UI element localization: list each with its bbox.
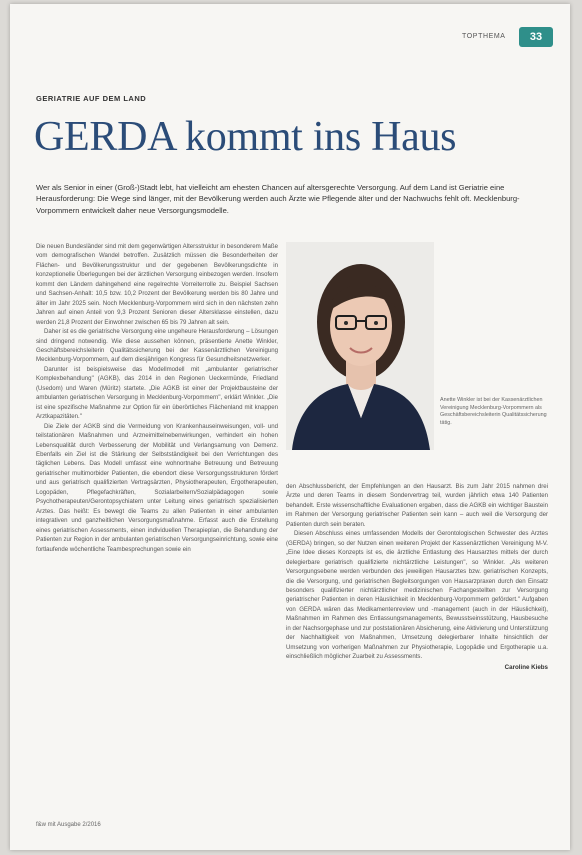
portrait-photo xyxy=(286,242,434,450)
paragraph: Die neuen Bundesländer sind mit dem gegenwärtigen Altersstruktur in besonderem Maße vom demografischen Wandel betroffen. Zusätzlich müssen die Besonderheiten der Flächen- und Bevölkerungsstruktur und der gegebenen Bevölkerungsdichte in konzeptionelle Überlegungen bei der ärztlichen Versorgung einbezogen werden. Insofern kommt den Ländern dahingehend eine regelrechte Vorreiterrolle zu. Beispiel Sachsen und Sachsen-Anhalt: 10,5 bzw. 10,2 Prozent der Bevölkerung werden bis 80 Jahre und älter im Jahr 2025 sein. Noch Mecklenburg-Vorpommern wird sich in den nächsten zehn Jahren auf einen Anteil von 9,3 Prozent Senioren dieser Altersklasse einstellen, dazu werden 21,8 Prozent der Einwohner zwischen 65 bis 79 Jahren alt sein. xyxy=(36,243,278,326)
paragraph: Die Ziele der AGKB sind die Vermeidung von Krankenhauseinweisungen, voll- und teilstationären Maßnahmen und Arzneimittelnebenwirkungen, verhindert ein hohen Lebensqualität durch Verbesserung der Mobilität und Verlangsamung von Demenz. Ebenfalls ein Ziel ist die Stärkung der Selbstständigkeit bei den Verrichtungen des täglichen Lebens. Das Modell umfasst eine wohnortnahe Betreuung und Betreuung geriatrischer multimorbider Patienten, die ebendort diese Versorgungsstrukturen fördert und aus geriatrisch qualifizierten Vertragsärzten, Physiotherapeuten, Ergotherapeuten, Logopäden, Pflegefachkräften, Sozialarbeitern/Sozialpädagogen sowie Psychotherapeuten/Gerontopsychiatern unter Leitung eines geriatrisch spezialisierten Arztes. Das heißt: Es bewegt die Teams zu allen Patienten in einer ambulanten integrativen und ganzheitlichen Versorgungsmaßnahme. Erfasst auch die Erstellung eines geriatrischen Assessments, einen individuellen Therapieplan, die Behandlung der Patienten zur Region in der ambulanten geriatrischen Versorgungseinrichtung, sowie eine fortlaufende wöchentliche Teambesprechungen sowie ein xyxy=(36,422,278,553)
paragraph: Daher ist es die geriatrische Versorgung eine ungeheure Herausforderung – Lösungen sind dringend notwendig. Wie diese aussehen können, präsentierte Anette Winkler, Geschäftsbereichsleiterin Qualitätssicherung bei der Kassenärztlichen Vereinigung Mecklenburg-Vorpommern, auf dem diesjährigen Kongress für Gesundheitsnetzwerker. xyxy=(36,328,278,364)
text-column-left xyxy=(36,242,278,554)
portrait-illustration xyxy=(286,242,434,450)
paragraph: Diesen Abschluss eines umfassenden Modells der Gerontologischen Schwester des Arztes (GERDA) bringen, so der Nutzen einen weiteren Projekt der Kassenärztlichen Vereinigung M-V. „Eine Idee dieses Konzepts ist es, die ärztliche Entlastung des Hausarztes mittels der durch delegierbare geriatrisch qualifizierte nichtärztliche Leistungen", so Winkler. „Als weiteren Versorgungsebene werden verbunden des jeweiligen Hausarztes bzw. geriatrischen Konzepts, die die Versorgung, und geriatrischen Begleitsorgungen von Hausarzpraxen durch den Einsatz besonders qualifizierter nichtärztlicher medizinischen Fachangestellten zur Versorgung geriatrischer Patienten in deren Häuslichkeit in Mecklenburg-Vorpommern gefördert." Aufgaben von GERDA wären das Medikamentenreview und -management (auch in der Häuslichkeit), Maßnahmen im Rahmen des Entlassungsmanagements, Bewusstseinsstützung, Hausbesuche in der Nachsorgephase und zur poststationären Absicherung, eine Aktivierung und Unterstützung der Nachhaltigkeit von Maßnahmen, Umsetzung delegierbarer Inhalte hinsichtlich der Umsetzung von vorherigen Maßnahmen zur Physiotherapie, Logopädie und Ergotherapie u.a. einschließlich möglicher Zuarbeit zu Assessments. xyxy=(286,530,548,661)
paragraph: Darunter ist beispielsweise das Modellmodell mit „ambulanter geriatrischer Komplexbehandlung" (AGKB), das 2014 in den Regionen Ueckermünde, Friedland (Usedom) und Waren (Müritz) startete. „Die AGKB ist einer der Projektbausteine der ambulanten geriatrischen Versorgung in Mecklenburg-Vorpommern", erklärt Winkler. „Die ist eine spezifische Maßnahme zur Option für ein überörtliches Flächenland mit knappen Arztkapazitäten." xyxy=(36,365,278,421)
text-column-right xyxy=(286,482,548,671)
page-number-badge: 33 xyxy=(519,27,553,47)
paragraph: den Abschlussbericht, der Empfehlungen an den Hausarzt. Bis zum Jahr 2015 nahmen drei Ärzte und deren Teams in diesem Sondervertrag teil, wurden jährlich etwa 140 Patienten behandelt. Erste wissenschaftliche Evaluationen ergaben, dass die AGKB ein wichtiger Baustein im Rahmen der Versorgung geriatrischer Patienten sein kann – auch weil die Versorgung der Patienten durch sein beraten. xyxy=(286,483,548,528)
section-label: TOPTHEMA xyxy=(462,33,506,40)
photo-caption: Anette Winkler ist bei der Kassenärztlichen Vereinigung Mecklenburg-Vorpommern als Geschäftsbereichsleiterin Qualitätssicherung tätig. xyxy=(440,397,547,426)
magazine-page xyxy=(10,4,570,850)
article-headline: GERDA kommt ins Haus xyxy=(34,114,457,160)
article-lead: Wer als Senior in einer (Groß-)Stadt lebt, hat vielleicht am ehesten Chancen auf altersgerechte Versorgung. Auf dem Land ist Geriatrie eine Herausforderung: Die Wege sind länger, mit der Bevölkerung werden auch Ärzte wie Pflegende älter und der Nachwuchs fehlt oft. Mecklenburg-Vorpommern entwickelt daher neue Versorgungsmodelle. xyxy=(36,182,520,215)
article-author: Caroline Kiebs xyxy=(504,663,548,671)
page-footer: f&w mit Ausgabe 2/2016 xyxy=(36,822,101,828)
article-kicker: GERIATRIE AUF DEM LAND xyxy=(36,94,147,103)
